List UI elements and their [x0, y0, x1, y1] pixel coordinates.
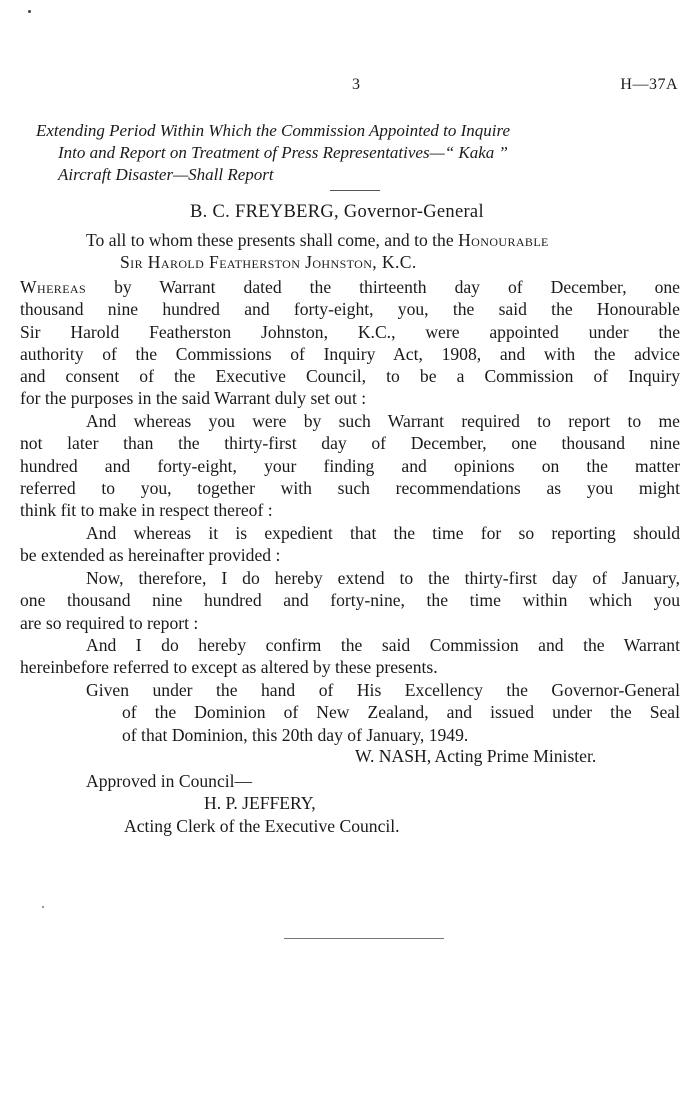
document-reference: H—37A — [620, 76, 678, 93]
whereas-word: Whereas — [20, 277, 87, 297]
page-number: 3 — [352, 76, 360, 93]
paragraph-line: Sir Harold Featherston Johnston, K.C., were appointed under the — [20, 321, 680, 342]
paragraph-line: Given under the hand of His Excellency the Governor-General — [86, 680, 680, 700]
clerk-name: H. P. JEFFERY, — [204, 793, 316, 813]
title-line: Extending Period Within Which the Commission Appointed to Inquire — [36, 121, 511, 140]
scan-speck — [42, 906, 44, 908]
paragraph-line: authority of the Commissions of Inquiry Act, 1908, and with the advice — [20, 343, 680, 364]
paragraph-line: are so required to report : — [20, 612, 199, 633]
end-rule — [284, 938, 444, 939]
paragraph-line: think fit to make in respect thereof : — [20, 500, 273, 521]
paragraph-line: Now, therefore, I do hereby extend to the thirty-first day of January, — [86, 568, 680, 588]
proclamation-title — [36, 120, 676, 186]
approved-line: Approved in Council— — [86, 771, 253, 791]
whereas-paragraph — [20, 276, 680, 410]
governor-heading: B. C. FREYBERG, Governor-General — [190, 202, 484, 222]
address-honourable: Honourable — [458, 230, 549, 250]
paragraph-line: one thousand nine hundred and forty-nine, the time within which you — [20, 590, 680, 611]
paragraph-line: hundred and forty-eight, your finding and opinions on the matter — [20, 455, 680, 476]
paragraph-line: of that Dominion, this 20th day of January, 1949. — [122, 724, 469, 745]
paragraph-line: and consent of the Executive Council, to be a Commission of Inquiry — [20, 366, 680, 387]
paragraph-line: Whereas by Warrant dated the thirteenth day of December, one — [20, 277, 680, 297]
title-line: Into and Report on Treatment of Press Representatives—“ Kaka ” — [58, 143, 508, 162]
addressee-name: Sir Harold Featherston Johnston, K.C. — [120, 252, 417, 272]
title-line: Aircraft Disaster—Shall Report — [58, 165, 274, 184]
expedient-paragraph — [20, 522, 680, 567]
scan-speck — [28, 10, 31, 13]
paragraph-line: thousand nine hundred and forty-eight, you, the said the Honourable — [20, 299, 680, 320]
title-rule — [330, 190, 380, 191]
address-text: To all to whom these presents shall come, and to the — [86, 230, 454, 250]
address-line — [86, 230, 549, 251]
given-paragraph — [86, 679, 680, 746]
clerk-title: Acting Clerk of the Executive Council. — [124, 816, 400, 836]
paragraph-line: be extended as hereinafter provided : — [20, 545, 281, 566]
extension-paragraph — [20, 567, 680, 634]
paragraph-line: for the purposes in the said Warrant duly set out : — [20, 388, 367, 409]
signatory: W. NASH, Acting Prime Minister. — [355, 746, 597, 766]
paragraph-line: hereinbefore referred to except as altered by these presents. — [20, 657, 438, 678]
paragraph-line: referred to you, together with such recommendations as you might — [20, 477, 680, 498]
report-paragraph — [20, 410, 680, 521]
paragraph-line: of the Dominion of New Zealand, and issued under the Seal — [122, 702, 680, 723]
confirm-paragraph — [20, 634, 680, 679]
paragraph-line: not later than the thirty-first day of December, one thousand nine — [20, 433, 680, 454]
paragraph-line: And whereas it is expedient that the time for so reporting should — [86, 523, 680, 543]
paragraph-line: And whereas you were by such Warrant required to report to me — [86, 411, 680, 431]
paragraph-line: And I do hereby confirm the said Commission and the Warrant — [86, 635, 680, 655]
